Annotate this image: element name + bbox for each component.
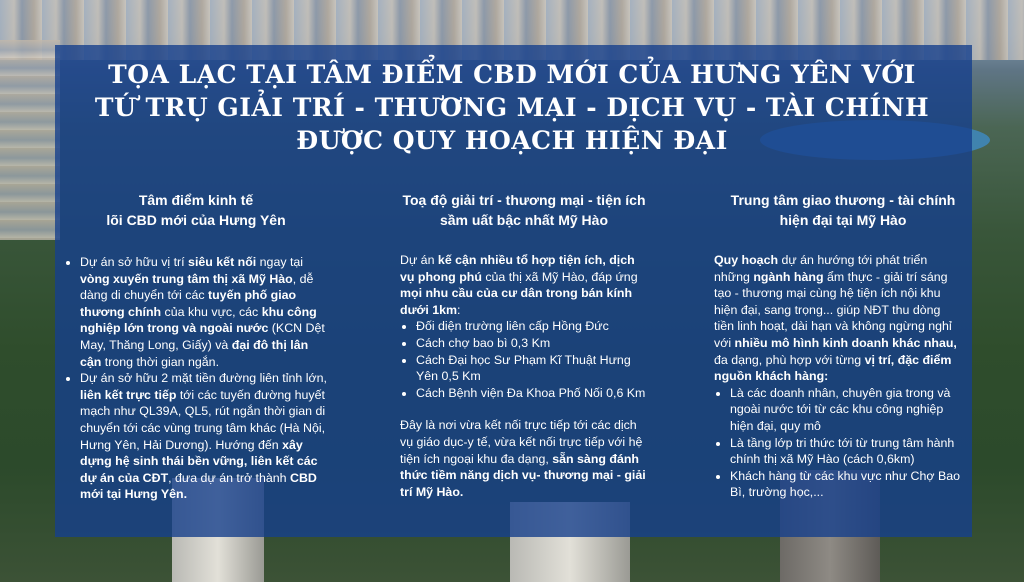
list-item: • Đối diện trường liên cấp Hồng Đức <box>416 318 648 335</box>
column-heading <box>400 190 648 230</box>
list-item: • Khách hàng từ các khu vực như Chợ Bao Bì, trường học,... <box>730 468 966 501</box>
list-item: • Là tầng lớp tri thức tới từ trung tâm hành chính thị xã Mỹ Hào (cách 0,6km) <box>730 435 966 468</box>
heading-line-1: Trung tâm giao thương - tài chính <box>730 192 956 208</box>
heading-line-2: lõi CBD mới của Hưng Yên <box>106 212 286 228</box>
column-entertainment-hub <box>400 190 648 500</box>
column-trade-finance <box>714 190 972 501</box>
list-item: • Cách Bệnh viện Đa Khoa Phố Nối 0,6 Km <box>416 385 648 402</box>
list-item: • Dự án sở hữu 2 mặt tiền đường liên tỉnh lớn, liên kết trực tiếp tới các tuyến đường huyết mạch như QL39A, QL5, rút ngắn thời gian di chuyển tới các vùng trung tâm khác (Hà Nội, Hưng Yên, Hải Dương). Hướng đến xây dựng hệ sinh thái bền vững, liên kết các dự án của CĐT, đưa dự án trở thành CBD mới tại Hưng Yên. <box>80 370 328 503</box>
title-line-1: TỌA LẠC TẠI TÂM ĐIỂM CBD MỚI CỦA HƯNG YÊN VỚI <box>108 60 916 89</box>
title-line-2: TỨ TRỤ GIẢI TRÍ - THƯƠNG MẠI - DỊCH VỤ - TÀI CHÍNH <box>94 93 930 122</box>
title-line-3: ĐƯỢC QUY HOẠCH HIỆN ĐẠI <box>296 126 728 155</box>
amenity-list <box>400 318 648 401</box>
page-title <box>70 58 954 157</box>
column-heading <box>64 190 328 230</box>
heading-line-1: Tâm điểm kinh tế <box>138 192 254 208</box>
column-heading <box>714 190 972 230</box>
bullet-list <box>64 254 328 503</box>
heading-line-2: sầm uất bậc nhất Mỹ Hào <box>439 212 609 228</box>
closing-paragraph: Đây là nơi vừa kết nối trực tiếp tới các dịch vụ giáo dục-y tế, vừa kết nối trực tiếp với hệ tiện ích ngoại khu đa dạng, sẵn sàng đánh thức tiềm năng dịch vụ- thương mại - giải trí Mỹ Hào. <box>400 418 646 499</box>
intro-paragraph: Quy hoạch dự án hướng tới phát triển những ngành hàng ẩm thực - giải trí sáng tạo - thương mại cùng hệ tiện ích nội khu hiện đại, sang trọng... giúp NĐT thu dòng tiền linh hoạt, dài hạn và không ngừng nghỉ với nhiều mô hình kinh doanh khác nhau, đa dạng, phù hợp với từng vị trí, đặc điểm nguồn khách hàng: <box>714 253 957 384</box>
customer-list <box>714 385 966 501</box>
intro-paragraph: Dự án kế cận nhiều tổ hợp tiện ích, dịch vụ phong phú của thị xã Mỹ Hào, đáp ứng mọi nhu cầu của cư dân trong bán kính dưới 1km: <box>400 253 638 317</box>
heading-line-2: hiện đại tại Mỹ Hào <box>779 212 907 228</box>
city-buildings-left <box>0 40 60 240</box>
heading-line-1: Toạ độ giải trí - thương mại - tiện ích <box>402 192 646 208</box>
list-item: • Là các doanh nhân, chuyên gia trong và ngoài nước tới từ các khu công nghiệp hiện đại, quy mô <box>730 385 966 435</box>
list-item: • Dự án sở hữu vị trí siêu kết nối ngay tại vòng xuyến trung tâm thị xã Mỹ Hào, dễ dàng di chuyển tới các tuyến phố giao thương chính của khu vực, các khu công nghiệp lớn trong và ngoài nước (KCN Dệt May, Thăng Long, Giấy) và đại đô thị lân cận trong thời gian ngắn. <box>80 254 328 370</box>
column-economic-center <box>64 190 328 503</box>
list-item: • Cách chợ bao bì 0,3 Km <box>416 335 648 352</box>
list-item: • Cách Đại học Sư Phạm Kĩ Thuật Hưng Yên 0,5 Km <box>416 352 648 385</box>
